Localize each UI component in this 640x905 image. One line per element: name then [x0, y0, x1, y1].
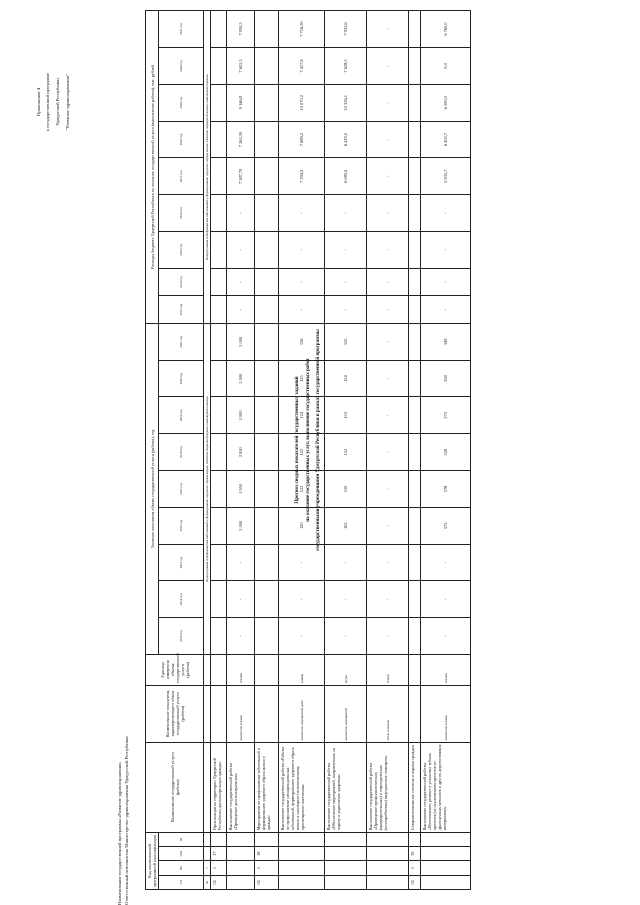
- volume-cell: [211, 618, 227, 655]
- code-pp: [325, 861, 367, 875]
- volume-cell: 124: [279, 397, 325, 434]
- expense-cell: 6 419,5: [325, 121, 367, 158]
- expense-cell: -: [421, 195, 471, 232]
- expense-cell: [211, 268, 227, 296]
- volume-cell: -: [421, 544, 471, 581]
- unit-cell: человек: [227, 654, 255, 685]
- volume-cell: [211, 581, 227, 618]
- expense-cell: -: [421, 231, 471, 268]
- expense-year-header: 2015 год: [159, 231, 204, 268]
- code-gp: 02: [409, 875, 421, 889]
- code-om: [421, 847, 471, 861]
- subprogram-expenses-title: Подпрограмма «Профилактика заболеваний и формирование здорового образа жизни. Развитие первичной медико-санитарной помощи»: [204, 11, 211, 324]
- indicator-name: количество человек: [227, 685, 255, 742]
- expense-cell: -: [421, 268, 471, 296]
- expense-cell: 7 628,5: [325, 48, 367, 85]
- volume-cell: -: [227, 618, 255, 655]
- expense-cell: -: [227, 231, 255, 268]
- volume-cell: [409, 471, 421, 508]
- volume-cell: -: [227, 544, 255, 581]
- expense-cell: -: [367, 121, 409, 158]
- volume-cell: [409, 360, 421, 397]
- volume-cell: 102: [325, 507, 367, 544]
- volume-year-header: 2020 год: [159, 360, 204, 397]
- code-pp: 1: [204, 861, 211, 875]
- pp-header: Пп: [159, 861, 204, 875]
- appendix-line: Приложение 4: [35, 87, 41, 117]
- expense-year-header: 2021 год: [159, 11, 204, 48]
- expense-cell: -: [367, 268, 409, 296]
- volume-cell: -: [367, 323, 409, 360]
- volume-year-header: 2017 год: [159, 471, 204, 508]
- code-om: [367, 847, 409, 861]
- expense-cell: -: [367, 296, 409, 324]
- unit-cell: [211, 654, 227, 685]
- expense-cell: 7 417,9: [279, 48, 325, 85]
- volume-cell: -: [325, 581, 367, 618]
- volume-cell: 2 000: [227, 507, 255, 544]
- volume-cell: -: [279, 618, 325, 655]
- appendix-line: Удмуртской Республики: [55, 78, 61, 126]
- volume-cell: -: [367, 544, 409, 581]
- expense-cell: [255, 84, 279, 121]
- volume-year-header: 2014 год: [159, 581, 204, 618]
- expense-cell: [409, 11, 421, 48]
- code-gp: [421, 875, 471, 889]
- expense-cell: 7 689,2: [279, 121, 325, 158]
- code-om: [325, 847, 367, 861]
- volume-year-header: 2015 год: [159, 544, 204, 581]
- table-row: [325, 11, 367, 890]
- expense-cell: [409, 231, 421, 268]
- volume-cell: -: [279, 544, 325, 581]
- expense-cell: 9 146,8: [227, 84, 255, 121]
- service-name: Мероприятия по профилактике заболеваний и формированию здорового образа жизни у граждан: [255, 742, 279, 832]
- expense-cell: [211, 84, 227, 121]
- volume-cell: [409, 507, 421, 544]
- expense-year-header: 2016 год: [159, 195, 204, 232]
- expense-cell: [255, 195, 279, 232]
- volume-cell: [255, 323, 279, 360]
- volume-header: Значение показателя объема государственной услуги (работы), год: [146, 323, 159, 654]
- expense-cell: -: [367, 231, 409, 268]
- volume-year-header: 2018 год: [159, 434, 204, 471]
- code-gp: [367, 875, 409, 889]
- code-gp: [227, 875, 255, 889]
- appendix-note: [32, 27, 75, 177]
- code-pp: [421, 861, 471, 875]
- service-name: Выполнение государственной работы «Изготовление, ремонт и установка зубных протезов (за исключением протезов из драгоценных металлов и других дорогостоящих материалов)»: [421, 742, 471, 832]
- expense-cell: -: [367, 195, 409, 232]
- code-m: [409, 832, 421, 846]
- expense-cell: 6 500,0: [421, 84, 471, 121]
- volume-cell: -: [367, 618, 409, 655]
- code-pp: 1: [409, 861, 421, 875]
- subprogram-volume-title: Подпрограмма «Профилактика заболеваний и формирование здорового образа жизни. Развитие первичной медико-санитарной помощи»: [204, 323, 211, 654]
- expense-year-header: 2013 год: [159, 296, 204, 324]
- volume-cell: 122: [279, 471, 325, 508]
- volume-cell: 2 000: [227, 434, 255, 471]
- code-header: Код аналитической программной классификации: [146, 832, 159, 889]
- indicator-header: Наименование показателя, характеризующего объем государственной услуги (работы): [146, 685, 204, 742]
- expense-cell: [409, 84, 421, 121]
- expense-cell: -: [227, 268, 255, 296]
- expense-cell: -: [325, 231, 367, 268]
- indicator-name: количество человек: [421, 685, 471, 742]
- volume-cell: [211, 544, 227, 581]
- indicator-name: число осмотров: [367, 685, 409, 742]
- unit-cell: [255, 654, 279, 685]
- service-name: Выполнение государственной работы «Обеспечение мероприятий, направленных на охрану и укрепление здоровья»: [325, 742, 367, 832]
- volume-cell: [255, 618, 279, 655]
- volume-cell: 373: [421, 397, 471, 434]
- volume-cell: 154: [325, 360, 367, 397]
- unit-cell: человек: [421, 654, 471, 685]
- volume-cell: 153: [325, 397, 367, 434]
- volume-cell: [409, 397, 421, 434]
- expense-cell: [211, 231, 227, 268]
- expense-cell: -: [325, 268, 367, 296]
- volume-cell: -: [367, 434, 409, 471]
- volume-cell: 578: [421, 471, 471, 508]
- volume-cell: 155: [325, 323, 367, 360]
- volume-cell: 123: [279, 434, 325, 471]
- volume-year-header: 2013 год: [159, 618, 204, 655]
- expense-cell: 10 356,1: [325, 84, 367, 121]
- volume-cell: -: [367, 581, 409, 618]
- volume-cell: [255, 544, 279, 581]
- expense-cell: -: [279, 231, 325, 268]
- volume-cell: [255, 471, 279, 508]
- expense-cell: [211, 48, 227, 85]
- volume-cell: 559: [421, 434, 471, 471]
- table-row: [367, 11, 409, 890]
- table-row: [279, 11, 325, 890]
- code-pp: 1: [211, 861, 227, 875]
- expense-cell: [211, 11, 227, 48]
- expenses-header: Расходы бюджета Удмуртской Республики на оказание государственной услуги (выполнение работы), тыс. рублей: [146, 11, 159, 324]
- volume-cell: [211, 434, 227, 471]
- expense-cell: [409, 195, 421, 232]
- volume-cell: [211, 323, 227, 360]
- om-header: ОМ: [159, 847, 204, 861]
- unit-cell: единиц: [279, 654, 325, 685]
- expense-cell: [255, 48, 279, 85]
- expense-cell: -: [367, 84, 409, 121]
- indicator-name: количество мероприятий, работ: [279, 685, 325, 742]
- volume-cell: 358: [421, 360, 471, 397]
- service-name-header: Наименование государственной услуги (работы): [146, 742, 204, 832]
- expense-cell: -: [279, 296, 325, 324]
- unit-cell: [409, 654, 421, 685]
- expense-cell: -: [367, 158, 409, 195]
- expense-cell: [211, 296, 227, 324]
- volume-cell: -: [367, 360, 409, 397]
- code-m: [204, 832, 211, 846]
- code-gp: 02: [211, 875, 227, 889]
- expense-cell: -: [279, 268, 325, 296]
- indicator-name: [255, 685, 279, 742]
- expense-cell: 7 716,50: [279, 11, 325, 48]
- indicator-name: [211, 685, 227, 742]
- code-m: [227, 832, 255, 846]
- volume-cell: [409, 581, 421, 618]
- code-pp: 1: [255, 861, 279, 875]
- expense-cell: 7 625,3: [227, 48, 255, 85]
- expense-cell: [255, 11, 279, 48]
- expense-year-header: 2019 год: [159, 84, 204, 121]
- code-pp: [367, 861, 409, 875]
- service-name: Выполнение государственной работы «Проведение диспансеризации»: [227, 742, 255, 832]
- expense-cell: [255, 121, 279, 158]
- expense-cell: [409, 268, 421, 296]
- unit-header: Единица измерения объема государственной услуги (работы): [146, 654, 204, 685]
- code-gp: 02: [204, 875, 211, 889]
- title-line: Прогноз сводных показателей государственных заданий: [295, 376, 301, 504]
- code-pp: [279, 861, 325, 875]
- expense-cell: 6 403,7: [421, 121, 471, 158]
- code-om: 17: [211, 847, 227, 861]
- expense-cell: [211, 121, 227, 158]
- appendix-line: к государственной программе: [45, 72, 51, 132]
- code-om: [279, 847, 325, 861]
- code-om: [204, 847, 211, 861]
- volume-cell: 120: [279, 507, 325, 544]
- expense-cell: [255, 158, 279, 195]
- volume-cell: [255, 581, 279, 618]
- table-row: [227, 11, 255, 890]
- volume-cell: [211, 471, 227, 508]
- volume-year-header: 2016 год: [159, 507, 204, 544]
- volume-cell: -: [367, 397, 409, 434]
- volume-cell: [255, 434, 279, 471]
- volume-year-header: 2019 год: [159, 397, 204, 434]
- volume-cell: 349: [421, 323, 471, 360]
- volume-cell: [255, 360, 279, 397]
- expense-cell: -: [367, 11, 409, 48]
- volume-cell: 125: [279, 360, 325, 397]
- expense-cell: -: [421, 296, 471, 324]
- appendix-line: "Развитие здравоохранения": [64, 74, 70, 130]
- service-name: Организация на территории Удмуртской Республики диспансеризации граждан: [211, 742, 227, 832]
- expense-cell: [255, 296, 279, 324]
- program-name: Наименование государственной программы «Развитие здравоохранения»: [117, 761, 122, 905]
- expense-year-header: 2017 год: [159, 158, 204, 195]
- expense-cell: 7 294,9: [279, 158, 325, 195]
- expense-cell: 7 263,30: [227, 121, 255, 158]
- unit-cell: осмотр: [367, 654, 409, 685]
- code-om: 19: [409, 847, 421, 861]
- code-gp: [325, 875, 367, 889]
- expense-cell: [255, 268, 279, 296]
- expense-cell: -: [227, 296, 255, 324]
- indicators-table: [145, 10, 471, 890]
- code-gp: [279, 875, 325, 889]
- code-pp: [227, 861, 255, 875]
- code-gp: 02: [255, 875, 279, 889]
- code-om: 18: [255, 847, 279, 861]
- expense-cell: [211, 158, 227, 195]
- expense-cell: 7 930,5: [227, 11, 255, 48]
- expense-cell: [211, 195, 227, 232]
- expense-cell: -: [325, 195, 367, 232]
- title-line: государственными учреждениями Удмуртской Республики в рамках государственной программы: [316, 329, 322, 551]
- title-line: на оказание государственных услуг, выполнение государственных работ: [305, 358, 311, 522]
- code-om: [227, 847, 255, 861]
- volume-year-header: 2021 год: [159, 323, 204, 360]
- volume-cell: 150: [325, 471, 367, 508]
- volume-cell: [255, 507, 279, 544]
- volume-cell: -: [279, 581, 325, 618]
- expense-year-header: 2020 год: [159, 48, 204, 85]
- expense-cell: [255, 231, 279, 268]
- volume-cell: [255, 397, 279, 434]
- m-header: М: [159, 832, 204, 846]
- expense-cell: [409, 158, 421, 195]
- volume-cell: 572: [421, 507, 471, 544]
- expense-cell: 5 935,7: [421, 158, 471, 195]
- responsible-executor: Ответственный исполнитель Министерство здравоохранения Удмуртской Республики: [124, 736, 129, 905]
- expense-year-header: 2018 год: [159, 121, 204, 158]
- volume-cell: [211, 507, 227, 544]
- expense-cell: 7 933,6: [325, 11, 367, 48]
- expense-cell: 6 760,0: [421, 11, 471, 48]
- subprogram-row: [204, 11, 211, 890]
- table-row: [421, 11, 471, 890]
- volume-cell: -: [367, 471, 409, 508]
- volume-cell: 2 000: [227, 397, 255, 434]
- service-name: Выполнение государственной работы «Работы по профилактике неинфекционных заболеваний, формированию здорового образа жизни и санитарно-гигиеническому просвещению населения»: [279, 742, 325, 832]
- volume-cell: -: [421, 581, 471, 618]
- expense-cell: [409, 296, 421, 324]
- service-name: Совершенствование гигиены и охраны граждан: [409, 742, 421, 832]
- volume-cell: [409, 323, 421, 360]
- indicator-name: количество мероприятий: [325, 685, 367, 742]
- expense-cell: -: [227, 195, 255, 232]
- volume-cell: -: [325, 544, 367, 581]
- unit-cell: штука: [325, 654, 367, 685]
- expense-cell: -: [279, 195, 325, 232]
- volume-cell: -: [367, 507, 409, 544]
- table-row: [409, 11, 421, 890]
- code-m: [367, 832, 409, 846]
- volume-cell: [409, 618, 421, 655]
- expense-cell: [409, 48, 421, 85]
- indicator-name: [409, 685, 421, 742]
- volume-cell: 126: [279, 323, 325, 360]
- code-m: [255, 832, 279, 846]
- expense-cell: 0,0: [421, 48, 471, 85]
- volume-cell: [211, 397, 227, 434]
- code-m: [325, 832, 367, 846]
- expense-year-header: 2014 год: [159, 268, 204, 296]
- volume-cell: -: [421, 618, 471, 655]
- volume-cell: 2 000: [227, 360, 255, 397]
- volume-cell: 1 950: [227, 471, 255, 508]
- volume-cell: [211, 360, 227, 397]
- volume-cell: [409, 434, 421, 471]
- expense-cell: -: [325, 296, 367, 324]
- expense-cell: -: [367, 48, 409, 85]
- table-row: [255, 11, 279, 890]
- volume-cell: -: [227, 581, 255, 618]
- volume-cell: 2 000: [227, 323, 255, 360]
- volume-cell: 152: [325, 434, 367, 471]
- gp-header: ГП: [159, 875, 204, 889]
- volume-cell: -: [325, 618, 367, 655]
- code-m: [211, 832, 227, 846]
- expense-cell: 6 083,0: [325, 158, 367, 195]
- service-name: Выполнение государственной работы «Проведение профилактических (предварительных) и периодических (послерейсовых) медицинских осмотров»: [367, 742, 409, 832]
- code-m: [279, 832, 325, 846]
- volume-cell: [409, 544, 421, 581]
- table-row: [211, 11, 227, 890]
- expense-cell: 10 070,2: [279, 84, 325, 121]
- expense-cell: 7 387,70: [227, 158, 255, 195]
- code-m: [421, 832, 471, 846]
- expense-cell: [409, 121, 421, 158]
